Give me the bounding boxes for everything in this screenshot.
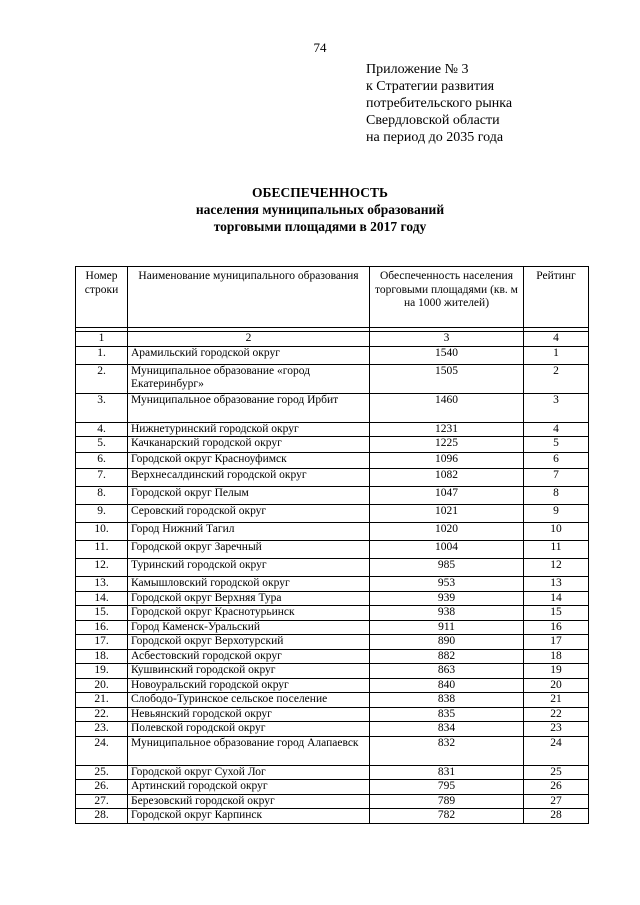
- municipality-name: Слободо-Туринское сельское поселение: [128, 693, 370, 708]
- header-number: Номер строки: [76, 267, 128, 328]
- row-number: 28.: [76, 809, 128, 824]
- municipality-name: Городской округ Краснотурьинск: [128, 606, 370, 621]
- appendix-line: Приложение № 3: [366, 62, 469, 77]
- rating-table: [75, 266, 589, 824]
- rank-value: 20: [524, 678, 589, 693]
- row-number: 16.: [76, 620, 128, 635]
- rank-value: 19: [524, 664, 589, 679]
- table-row: [76, 635, 589, 650]
- municipality-name: Артинский городской округ: [128, 780, 370, 795]
- row-number: 14.: [76, 591, 128, 606]
- appendix-line: Свердловской области: [366, 113, 500, 128]
- municipality-name: Качканарский городской округ: [128, 437, 370, 453]
- supply-value: 789: [370, 794, 524, 809]
- rank-value: 3: [524, 393, 589, 422]
- supply-value: 1004: [370, 541, 524, 559]
- table-row: [76, 780, 589, 795]
- municipality-name: Городской округ Пелым: [128, 487, 370, 505]
- table-row: [76, 809, 589, 824]
- rank-value: 12: [524, 559, 589, 577]
- supply-value: 1540: [370, 346, 524, 364]
- table-row: [76, 437, 589, 453]
- supply-value: 985: [370, 559, 524, 577]
- rank-value: 23: [524, 722, 589, 737]
- rank-value: 17: [524, 635, 589, 650]
- municipality-name: Арамильский городской округ: [128, 346, 370, 364]
- supply-value: 863: [370, 664, 524, 679]
- rank-value: 7: [524, 469, 589, 487]
- table-row: [76, 393, 589, 422]
- table-row: [76, 559, 589, 577]
- rank-value: 25: [524, 765, 589, 780]
- rank-value: 2: [524, 364, 589, 393]
- rank-value: 4: [524, 422, 589, 437]
- supply-value: 1460: [370, 393, 524, 422]
- municipality-name: Город Каменск-Уральский: [128, 620, 370, 635]
- row-number: 26.: [76, 780, 128, 795]
- municipality-name: Верхнесалдинский городской округ: [128, 469, 370, 487]
- row-number: 5.: [76, 437, 128, 453]
- table-row: [76, 707, 589, 722]
- supply-value: 939: [370, 591, 524, 606]
- title-line: населения муниципальных образований: [195, 202, 445, 217]
- table-row: [76, 765, 589, 780]
- header-rank: Рейтинг: [524, 267, 589, 328]
- row-number: 15.: [76, 606, 128, 621]
- row-number: 21.: [76, 693, 128, 708]
- row-number: 7.: [76, 469, 128, 487]
- page-number: 74: [313, 40, 327, 55]
- supply-value: 831: [370, 765, 524, 780]
- title-line: торговыми площадями в 2017 году: [213, 219, 427, 234]
- municipality-name: Городской округ Заречный: [128, 541, 370, 559]
- municipality-name: Муниципальное образование «город Екатеринбург»: [128, 364, 370, 393]
- rank-value: 9: [524, 505, 589, 523]
- header-row: [76, 267, 589, 328]
- municipality-name: Туринский городской округ: [128, 559, 370, 577]
- municipality-name: Муниципальное образование город Алапаевск: [128, 736, 370, 765]
- header-value: Обеспеченность населения торговыми площадями (кв. м на 1000 жителей): [370, 267, 524, 328]
- rank-value: 15: [524, 606, 589, 621]
- appendix-line: на период до 2035 года: [366, 130, 504, 145]
- row-number: 25.: [76, 765, 128, 780]
- municipality-name: Городской округ Карпинск: [128, 809, 370, 824]
- municipality-name: Город Нижний Тагил: [128, 523, 370, 541]
- appendix-note: [366, 61, 512, 146]
- rank-value: 1: [524, 346, 589, 364]
- municipality-name: Невьянский городской округ: [128, 707, 370, 722]
- table-row: [76, 541, 589, 559]
- column-number-row: [76, 332, 589, 347]
- table-row: [76, 505, 589, 523]
- supply-value: 835: [370, 707, 524, 722]
- municipality-name: Асбестовский городской округ: [128, 649, 370, 664]
- table-row: [76, 453, 589, 469]
- row-number: 27.: [76, 794, 128, 809]
- table-row: [76, 620, 589, 635]
- supply-value: 1231: [370, 422, 524, 437]
- municipality-name: Нижнетуринский городской округ: [128, 422, 370, 437]
- row-number: 17.: [76, 635, 128, 650]
- rank-value: 18: [524, 649, 589, 664]
- rank-value: 5: [524, 437, 589, 453]
- table-row: [76, 469, 589, 487]
- table-row: [76, 736, 589, 765]
- supply-value: 953: [370, 577, 524, 592]
- table-row: [76, 487, 589, 505]
- row-number: 19.: [76, 664, 128, 679]
- rank-value: 16: [524, 620, 589, 635]
- table-row: [76, 577, 589, 592]
- table-row: [76, 422, 589, 437]
- table-row: [76, 794, 589, 809]
- table-row: [76, 523, 589, 541]
- row-number: 3.: [76, 393, 128, 422]
- supply-value: 834: [370, 722, 524, 737]
- column-number: 4: [524, 332, 589, 347]
- rank-value: 27: [524, 794, 589, 809]
- row-number: 6.: [76, 453, 128, 469]
- rank-value: 24: [524, 736, 589, 765]
- municipality-name: Городской округ Сухой Лог: [128, 765, 370, 780]
- row-number: 23.: [76, 722, 128, 737]
- row-number: 10.: [76, 523, 128, 541]
- supply-value: 1505: [370, 364, 524, 393]
- rank-value: 14: [524, 591, 589, 606]
- title-line: ОБЕСПЕЧЕННОСТЬ: [252, 185, 388, 200]
- table-row: [76, 664, 589, 679]
- supply-value: 890: [370, 635, 524, 650]
- supply-value: 1020: [370, 523, 524, 541]
- supply-value: 882: [370, 649, 524, 664]
- rank-value: 8: [524, 487, 589, 505]
- row-number: 2.: [76, 364, 128, 393]
- row-number: 24.: [76, 736, 128, 765]
- row-number: 13.: [76, 577, 128, 592]
- table-row: [76, 591, 589, 606]
- row-number: 20.: [76, 678, 128, 693]
- municipality-name: Березовский городской округ: [128, 794, 370, 809]
- supply-value: 1082: [370, 469, 524, 487]
- row-number: 22.: [76, 707, 128, 722]
- supply-value: 1021: [370, 505, 524, 523]
- municipality-name: Городской округ Красноуфимск: [128, 453, 370, 469]
- table-row: [76, 346, 589, 364]
- document-title: [0, 184, 640, 235]
- appendix-line: потребительского рынка: [366, 96, 513, 111]
- rank-value: 22: [524, 707, 589, 722]
- table-row: [76, 606, 589, 621]
- table-row: [76, 678, 589, 693]
- municipality-name: Муниципальное образование город Ирбит: [128, 393, 370, 422]
- municipality-name: Городской округ Верхотурский: [128, 635, 370, 650]
- rank-value: 11: [524, 541, 589, 559]
- column-number: 2: [128, 332, 370, 347]
- rank-value: 28: [524, 809, 589, 824]
- rank-value: 13: [524, 577, 589, 592]
- rank-value: 10: [524, 523, 589, 541]
- table-row: [76, 722, 589, 737]
- municipality-name: Полевской городской округ: [128, 722, 370, 737]
- supply-value: 1096: [370, 453, 524, 469]
- table-row: [76, 693, 589, 708]
- row-number: 4.: [76, 422, 128, 437]
- row-number: 12.: [76, 559, 128, 577]
- column-number: 3: [370, 332, 524, 347]
- rank-value: 26: [524, 780, 589, 795]
- supply-value: 938: [370, 606, 524, 621]
- row-number: 18.: [76, 649, 128, 664]
- table-row: [76, 649, 589, 664]
- supply-value: 838: [370, 693, 524, 708]
- row-number: 8.: [76, 487, 128, 505]
- municipality-name: Камышловский городской округ: [128, 577, 370, 592]
- column-number: 1: [76, 332, 128, 347]
- supply-value: 840: [370, 678, 524, 693]
- municipality-name: Городской округ Верхняя Тура: [128, 591, 370, 606]
- municipality-name: Серовский городской округ: [128, 505, 370, 523]
- row-number: 9.: [76, 505, 128, 523]
- row-number: 11.: [76, 541, 128, 559]
- row-number: 1.: [76, 346, 128, 364]
- rank-value: 6: [524, 453, 589, 469]
- rank-value: 21: [524, 693, 589, 708]
- municipality-name: Новоуральский городской округ: [128, 678, 370, 693]
- supply-value: 1225: [370, 437, 524, 453]
- table-row: [76, 364, 589, 393]
- appendix-line: к Стратегии развития: [366, 79, 495, 94]
- municipality-name: Кушвинский городской округ: [128, 664, 370, 679]
- supply-value: 782: [370, 809, 524, 824]
- header-name: Наименование муниципального образования: [128, 267, 370, 328]
- supply-value: 911: [370, 620, 524, 635]
- supply-value: 795: [370, 780, 524, 795]
- supply-value: 1047: [370, 487, 524, 505]
- supply-value: 832: [370, 736, 524, 765]
